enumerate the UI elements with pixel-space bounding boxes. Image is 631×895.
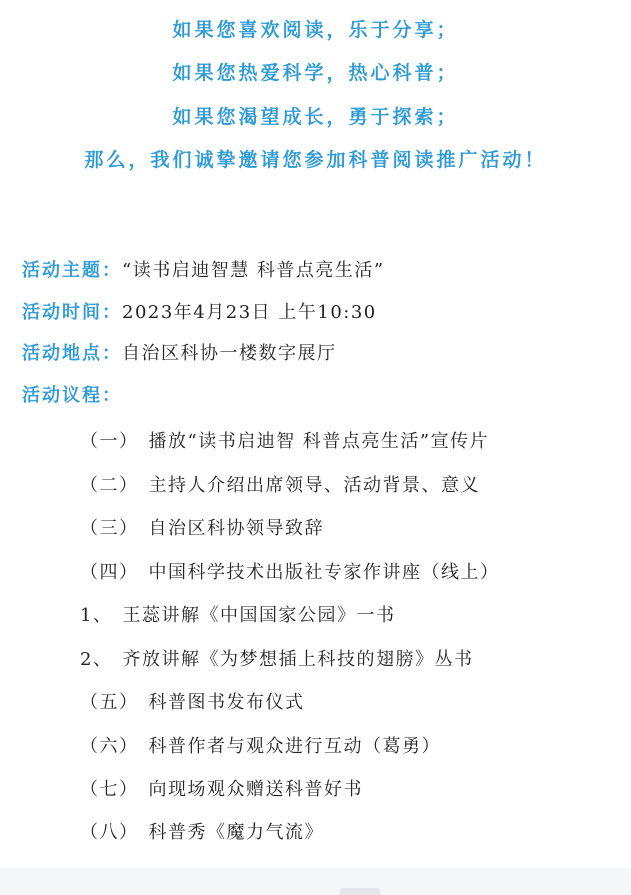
place-label: 活动地点： xyxy=(22,343,122,364)
place-value: 自治区科协一楼数字展厅 xyxy=(122,343,337,364)
agenda-item-number: （六） xyxy=(80,736,139,757)
agenda-item-text: 齐放讲解《为梦想插上科技的翅膀》丛书 xyxy=(122,649,474,670)
time-value: 2023年4月23日 上午10:30 xyxy=(122,302,377,323)
intro-line-1: 如果您喜欢阅读，乐于分享； xyxy=(172,19,459,41)
activity-time xyxy=(22,301,377,325)
agenda-item-number: 1、 xyxy=(80,605,113,626)
agenda-item xyxy=(80,517,324,541)
agenda-item-text: 中国科学技术出版社专家作讲座（线上） xyxy=(148,562,500,583)
intro-invitation: 那么，我们诚挚邀请您参加科普阅读推广活动！ xyxy=(84,149,547,171)
agenda-item-text: 科普作者与观众进行互动（葛勇） xyxy=(148,736,441,757)
activity-agenda xyxy=(22,384,122,408)
agenda-item xyxy=(80,474,480,498)
agenda-item-number: 2、 xyxy=(80,649,113,670)
scroll-handle[interactable] xyxy=(340,888,380,895)
agenda-item-number: （七） xyxy=(80,779,139,800)
bottom-bar xyxy=(0,868,631,895)
theme-value: “读书启迪智慧 科普点亮生活” xyxy=(122,260,385,281)
agenda-item xyxy=(80,735,441,759)
agenda-item-number: （二） xyxy=(80,475,139,496)
activity-theme xyxy=(22,259,385,283)
activity-place xyxy=(22,342,337,366)
agenda-item-number: （五） xyxy=(80,692,139,713)
agenda-item-number: （三） xyxy=(80,518,139,539)
agenda-item-text: 自治区科协领导致辞 xyxy=(148,518,324,539)
agenda-item-text: 主持人介绍出席领导、活动背景、意义 xyxy=(148,475,480,496)
agenda-item-number: （一） xyxy=(80,431,139,452)
intro-line-2: 如果您热爱科学，热心科普； xyxy=(172,62,459,84)
agenda-item-text: 王蕊讲解《中国国家公园》一书 xyxy=(122,605,396,626)
agenda-item xyxy=(80,561,500,585)
agenda-item-number: （四） xyxy=(80,562,139,583)
agenda-item xyxy=(80,691,305,715)
agenda-item xyxy=(80,778,363,802)
agenda-item-text: 播放“读书启迪智 科普点亮生活”宣传片 xyxy=(148,431,490,452)
agenda-item xyxy=(80,648,473,672)
agenda-item-number: （八） xyxy=(80,822,139,843)
agenda-item xyxy=(80,430,489,454)
agenda-item xyxy=(80,604,395,628)
agenda-item-text: 向现场观众赠送科普好书 xyxy=(148,779,363,800)
theme-label: 活动主题： xyxy=(22,260,122,281)
intro-line-3: 如果您渴望成长，勇于探索； xyxy=(172,106,459,128)
agenda-item-text: 科普图书发布仪式 xyxy=(148,692,305,713)
time-label: 活动时间： xyxy=(22,302,122,323)
agenda-item-text: 科普秀《魔力气流》 xyxy=(148,822,324,843)
agenda-label: 活动议程： xyxy=(22,385,122,406)
agenda-item xyxy=(80,821,324,845)
